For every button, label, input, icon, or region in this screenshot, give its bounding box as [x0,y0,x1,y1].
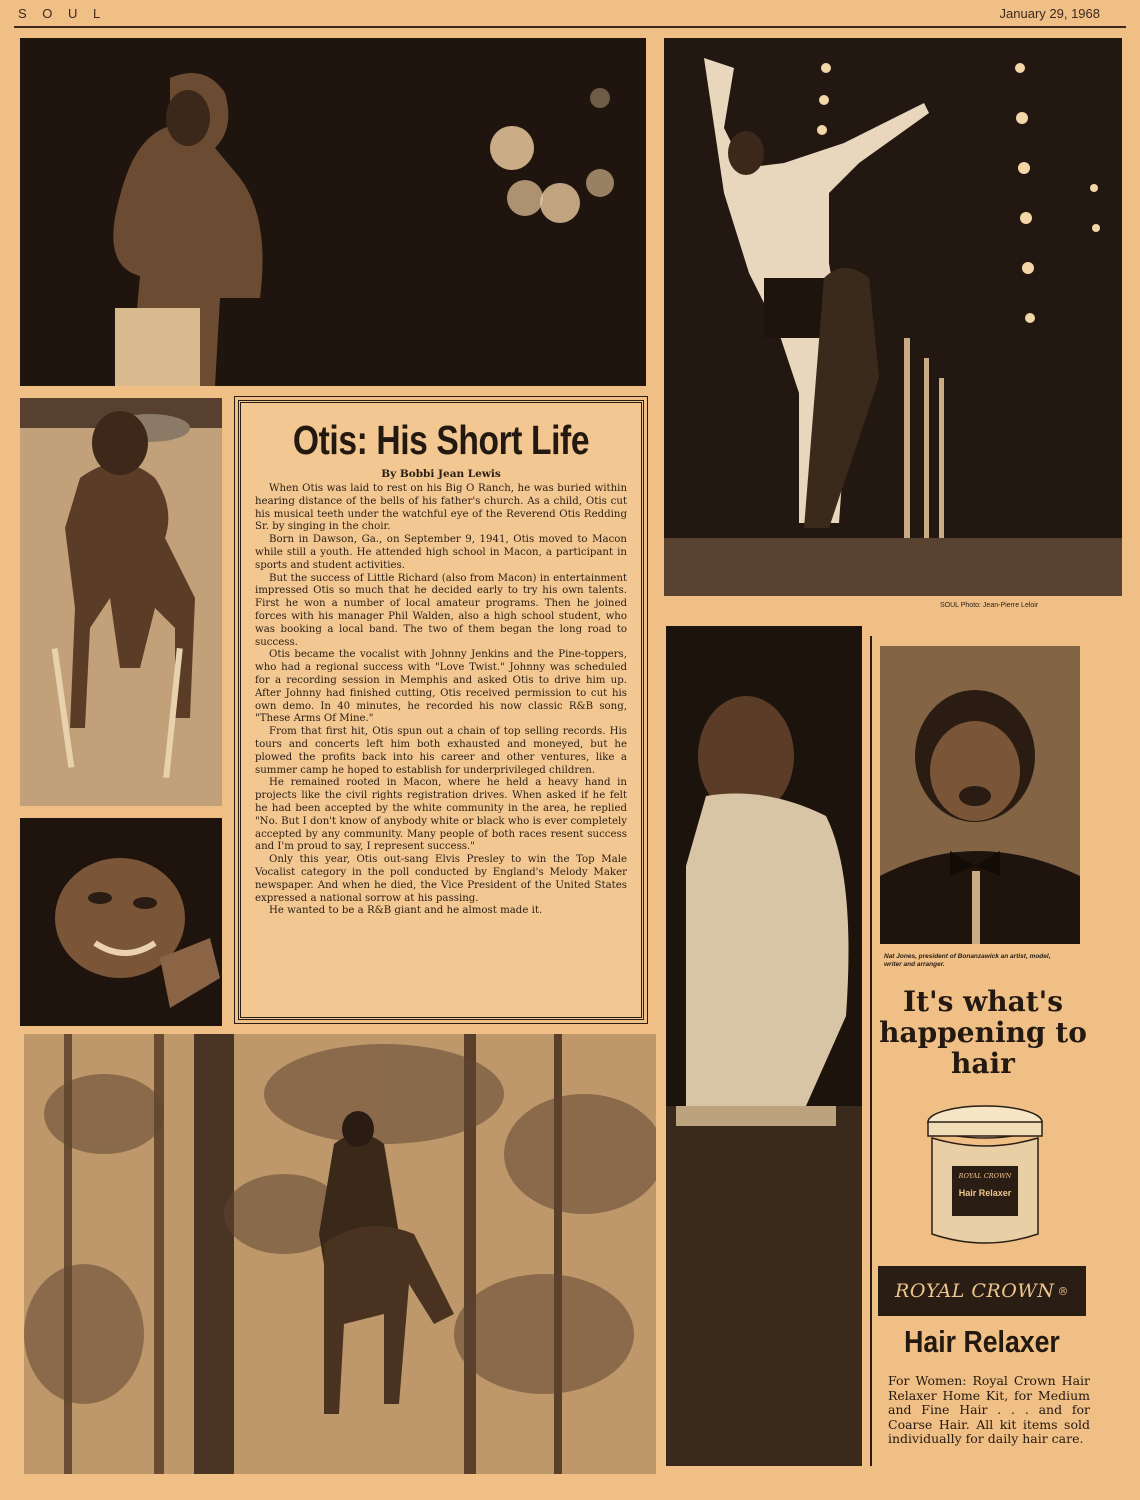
article-paragraph: But the success of Little Richard (also from Macon) in entertainment impressed Otis so much that he decided early to try his own talents. First he won a number of local amateur programs. Then he joined forces with his manager Phil Walden, also a high school student, who was booking a local band. The two of them began the long road to success. [255,572,627,648]
photo-face-closeup [20,818,222,1026]
nat-jones-caption: Nat Jones, president of Bonanzawick an artist, model, writer and arranger. [884,953,1051,968]
masthead: S O U L [18,6,107,21]
article-paragraph: From that first hit, Otis spun out a chain of top selling records. His tours and concerts left him both exhausted and moneyed, but he plowed the profits back into his career and other ventures, like a summer camp he hoped to establish for underprivileged children. [255,726,627,776]
article-paragraph: He remained rooted in Macon, where he held a heavy hand in projects like the civil rights registration drives. When asked if he felt he had been accepted by the white community in the area, he replied "No. But I don't know of anybody white or black who is ever completely accepted by any community. Many people of both races resent success and I'm proud to say, I represent success." [255,777,627,853]
header-rule [14,26,1126,28]
photo-nat-jones [880,646,1080,944]
page-header [0,0,1140,28]
article-byline: By Bobbi Jean Lewis [381,468,501,480]
photo-singer-portrait [666,626,862,1466]
ad-headline: It's what's happening to hair [879,985,1087,1080]
product-jar-image [926,1104,1044,1252]
ad-column-rule [870,636,872,1466]
article-paragraph: When Otis was laid to rest on his Big O Ranch, he was buried within hearing distance of the bells of his father's church. As a child, Otis cut his musical teeth under the watchful eye of the Reverend Otis Redding Sr. by singing in the choir. [255,483,627,533]
article-title: Otis: His Short Life [292,417,590,463]
article-paragraph: Only this year, Otis out-sang Elvis Presley to win the Top Male Vocalist category in the poll conducted by England's Melody Maker newspaper. And when he died, the Vice President of the United States expressed a national sorrow at his passing. [255,854,627,904]
issue-date: January 29, 1968 [999,6,1100,21]
photo-athlete [20,398,222,806]
product-name: Hair Relaxer [904,1324,1060,1359]
jar-label: Hair Relaxer [958,1188,1012,1198]
jar-brand: ROYAL CROWN [958,1172,1012,1180]
royal-crown-logo [878,1266,1086,1316]
article-paragraph: He wanted to be a R&B giant and he almost made it. [269,905,543,917]
photo-credit: SOUL Photo: Jean-Pierre Leloir [940,602,1039,609]
photo-horse-rider [24,1034,656,1474]
photo-singer-on-stage [664,38,1122,596]
article-paragraph: Born in Dawson, Ga., on September 9, 1941, Otis moved to Macon while still a youth. He attended high school in Macon, a participant in sports and student activities. [255,534,627,571]
article-paragraph: Otis became the vocalist with Johnny Jenkins and the Pine-toppers, who had a regional success with "Love Twist." Johnny was scheduled for a recording session in Memphis and asked Otis to drive him up. After Johnny had finished cutting, Otis received permission to cut his own demo. In 40 minutes, he recorded his now classic R&B song, "These Arms Of Mine." [255,649,627,725]
photo-singer-microphone [20,38,646,386]
ad-copy: For Women: Royal Crown Hair Relaxer Home Kit, for Medium and Fine Hair . . . and for Coarse Hair. All kit items sold individually for daily hair care. [888,1373,1090,1446]
article-box [238,400,644,1020]
royal-crown-logo-text: ROYAL CROWN [895,1280,1055,1302]
registered-mark: ® [1057,1284,1069,1298]
